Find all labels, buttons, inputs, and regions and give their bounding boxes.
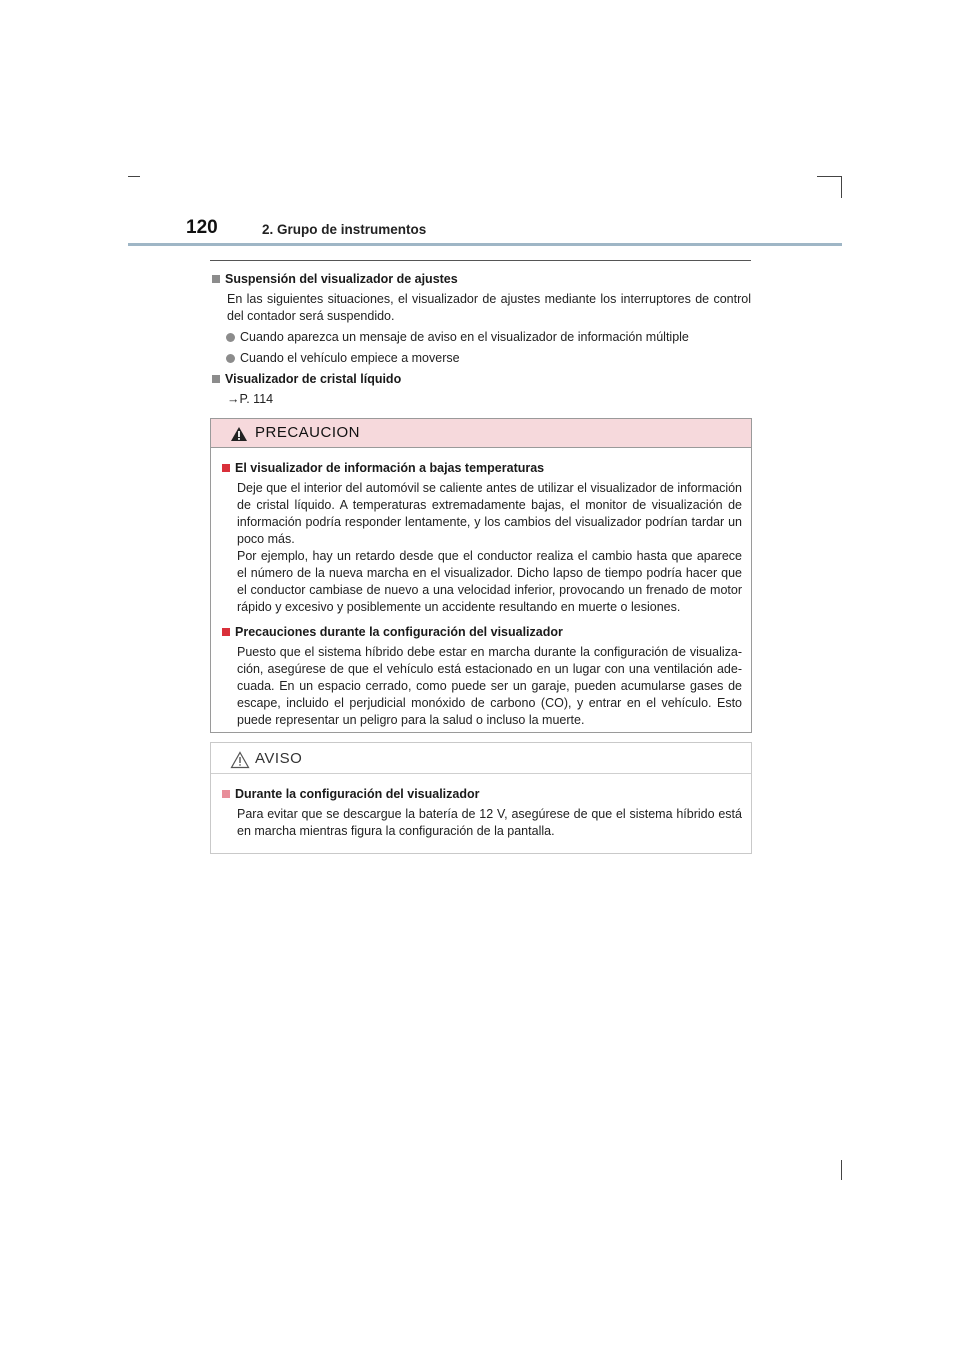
list-item: Cuando el vehículo empiece a moverse [210, 350, 751, 367]
caution-triangle-icon [230, 751, 250, 769]
notice-body [211, 774, 751, 840]
crop-mark [128, 176, 140, 177]
square-bullet-icon [222, 464, 230, 472]
warning-header [211, 419, 751, 448]
content-rule [210, 260, 751, 261]
notice-title: AVISO [255, 750, 303, 767]
section-heading: Visualizador de cristal líquido [210, 371, 751, 388]
notice-header [211, 743, 751, 774]
warning-item-heading: El visualizador de información a bajas temperaturas [220, 460, 742, 477]
section-paragraph: En las siguientes situaciones, el visualizador de ajustes mediante los interruptores de control del contador será suspendido. [227, 292, 751, 323]
header-rule [128, 243, 842, 246]
warning-title: PRECAUCION [255, 424, 361, 441]
section-title: 2. Grupo de instrumentos [262, 222, 427, 237]
page-reference: →P. 114 [227, 392, 274, 406]
notice-paragraph: Para evitar que se descargue la batería de 12 V, asegúrese de que el sistema híbrido está en marcha mientras figura la configuración de la pantalla. [237, 807, 742, 838]
warning-paragraph: Puesto que el sistema híbrido debe estar en marcha durante la configuración de visualiza-ción, asegúrese de que el vehículo está estacionado en un lugar con una ventilación ade-cuada. En un espacio cerrado, como puede ser un garaje, pueden acumularse gases de escape, incluido el perjudicial monóxido de carbono (CO), y entrar en el vehículo. Esto puede representar un peligro para la salud o incluso la muerte. [237, 645, 742, 727]
main-content [210, 268, 751, 408]
circle-bullet-icon [226, 354, 235, 363]
section-heading: Suspensión del visualizador de ajustes [210, 271, 751, 288]
warning-box [210, 418, 752, 733]
notice-box [210, 742, 752, 854]
warning-body [211, 448, 751, 729]
crop-mark [841, 1160, 842, 1180]
page-number: 120 [186, 217, 218, 238]
warning-triangle-icon [230, 426, 248, 442]
notice-item-heading: Durante la configuración del visualizador [220, 786, 742, 803]
crop-mark [841, 176, 842, 198]
warning-paragraph: Deje que el interior del automóvil se caliente antes de utilizar el visualizador de información de cristal líquido. A temperaturas extremadamente bajas, el monitor de visualización de información podría responder lentamente, y los cambios del visualizador podrían tardar un poco más. [237, 481, 742, 546]
square-bullet-icon [212, 375, 220, 383]
crop-mark [817, 176, 842, 177]
warning-paragraph: Por ejemplo, hay un retardo desde que el conductor realiza el cambio hasta que aparece el número de la nueva marcha en el visualizador. Dicho lapso de tiempo podría hacer que el conductor cambiase de nuevo a una velocidad inferior, provocando un frenado de motor rápido y excesivo y posiblemente un accidente resultando en muerte o lesiones. [237, 549, 742, 614]
square-bullet-icon [212, 275, 220, 283]
square-bullet-icon [222, 628, 230, 636]
circle-bullet-icon [226, 333, 235, 342]
square-bullet-icon [222, 790, 230, 798]
list-item: Cuando aparezca un mensaje de aviso en el visualizador de información múltiple [210, 329, 751, 346]
warning-item-heading: Precauciones durante la configuración del visualizador [220, 624, 742, 641]
